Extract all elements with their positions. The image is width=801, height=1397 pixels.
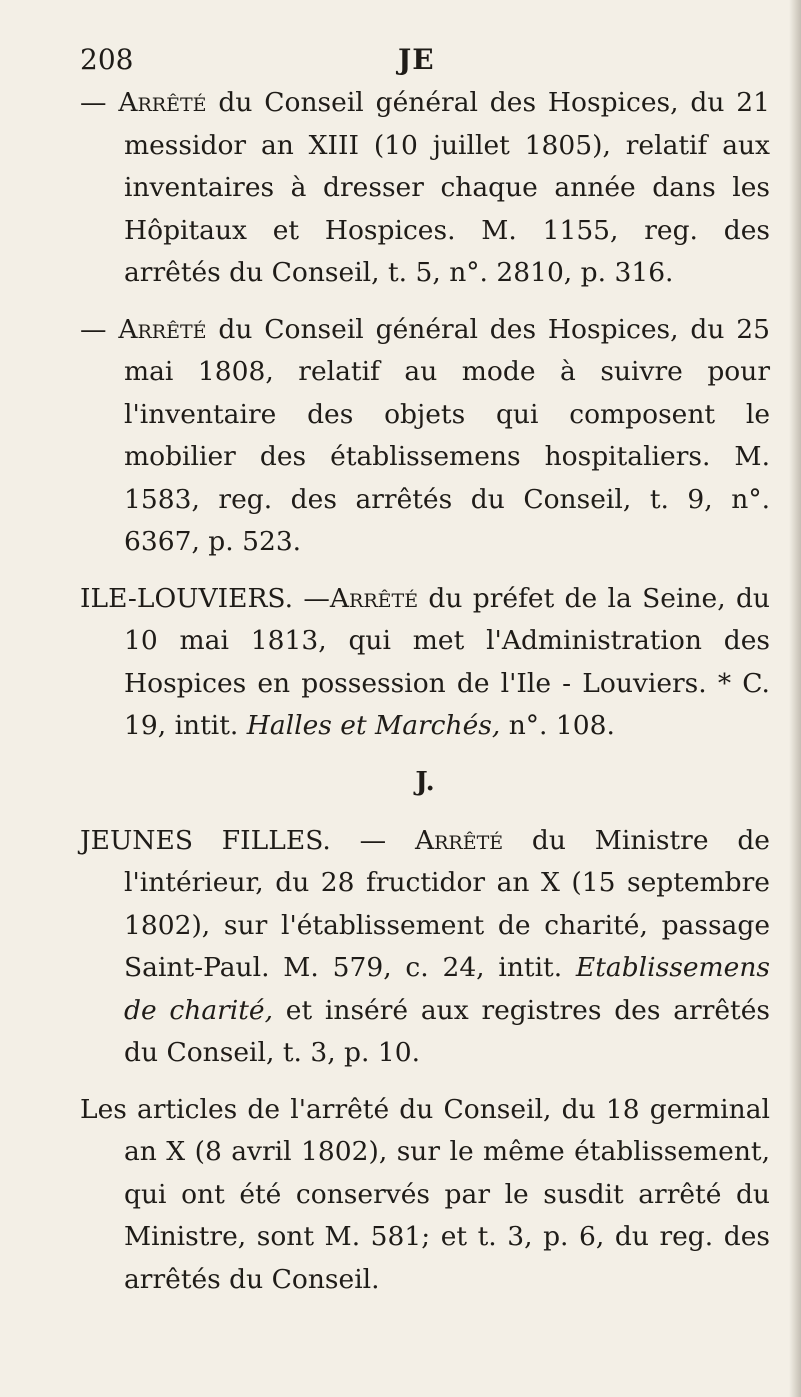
entry-dash: — [80,87,119,118]
entry-keyword: JEUNES FILLES. [80,824,331,856]
entry-articles-arrete [80,1089,770,1302]
entry-text: du Conseil général des Hospices, du 25 mai 1808, relatif au mode à suivre pour l'inventaire des objets qui composent le mobilier des établissemens hospitaliers. M. 1583, reg. des arrêtés du Conseil, t. 9, n°. 6367, p. 523. [124,313,770,557]
page-number: 208 [80,43,134,76]
entry-text: du Ministre de l'intérieur, du 28 fructidor an X (15 septembre 1802), sur l'établissement de charité, passage Saint-Paul. M. 579, c. 24, intit. [124,824,770,983]
entry-lead: Arrêté [118,87,207,118]
page-edge-shadow [789,0,801,1397]
text-column [80,82,770,1315]
entry-lead: Arrêté [118,313,207,345]
entry-ile-louviers [80,578,770,748]
section-letter: J. [415,766,435,797]
entry-italic-title: Etablissemens de charité, [124,952,770,1026]
entry-lead: Arrêté [414,824,504,856]
running-head [80,40,500,80]
entry-dash: — [330,824,415,856]
asterisk-marker: * [717,667,732,699]
entry-dash: — [293,582,330,614]
entry-dash: — [80,313,119,345]
entry-text: Les articles de l'arrêté du Conseil, du 18 germinal an X (8 avril 1802), sur le même établissement, qui ont été conservés par le susdit arrêté du Ministre, sont M. 581; et t. 3, p. 6, du reg. des arrêtés du Conseil. [80,1093,770,1295]
running-head-word: JE [398,43,435,76]
entry-text: n°. 108. [500,710,615,741]
entry-keyword: ILE-LOUVIERS. [80,582,294,614]
entry-lead: Arrêté [329,582,419,614]
entry-inventaire-1808 [80,309,770,564]
entry-text: du Conseil général des Hospices, du 21 messidor an XIII (10 juillet 1805), relatif aux inventaires à dresser chaque année dans les Hôpitaux et Hospices. M. 1155, reg. des arrêtés du Conseil, t. 5, n°. 2810, p. 316. [124,87,770,288]
entry-text: et inséré aux registres des arrêtés du Conseil, t. 3, p. 10. [124,994,770,1068]
entry-jeunes-filles [80,820,770,1075]
entry-italic-title: Halles et Marchés, [246,710,501,741]
entry-text: du préfet de la Seine, du 10 mai 1813, qui met l'Administration des Hospices en possession de l'Ile - Louviers. [124,582,770,699]
entry-text: C. 19, intit. [124,667,770,741]
entry-inventaires-1805 [80,82,770,295]
